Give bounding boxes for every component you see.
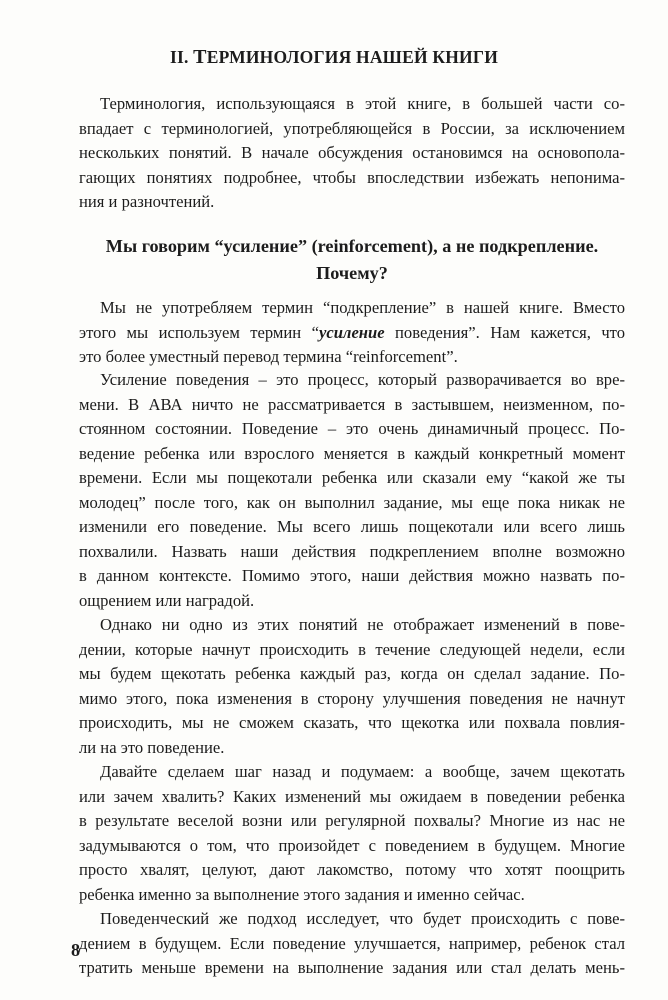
text-line: стоянном состоянии. Поведение – это очень динамичный процесс. По- [79,419,625,438]
text-line: мени. В АВА ничто не рассматривается в застывшем, неизменном, по- [79,394,625,414]
section-heading-line: Мы говорим “усиление” (reinforcement), а не подкрепление. [105,236,599,256]
text-line: ведение ребенка или взрослого меняется в каждый конкретный момент [79,443,625,463]
text-line: молодец” после того, как он выполнил задание, мы еще пока никак не [79,492,625,512]
text-line: впадает с терминологией, употребляющейся в России, за исключением [79,118,625,138]
text-line: Мы не употребляем термин “подкрепление” в нашей книге. Вместо [100,298,625,317]
paragraph-3 [79,613,625,760]
text-line: дении, которые начнут происходить в течение следующей недели, если [79,639,625,659]
text-fragment: поведения”. Нам кажется, что [384,322,625,342]
text-line: это более уместный перевод термина “reinforcement”. [79,347,458,366]
text-line: мимо этого, пока изменения в сторону улучшения поведения не начнут [79,688,625,708]
section-heading-line: Почему? [316,263,388,283]
text-line: происходить, мы не сможем сказать, что щекотка или похвала повлия- [79,713,625,732]
text-line: изменили его поведение. Мы всего лишь пощекотали или всего лишь [79,517,625,536]
text-line: Усиление поведения – это процесс, который разворачивается во вре- [100,370,625,389]
paragraph-2 [79,368,625,613]
section-heading [79,233,625,287]
text-line: ния и разночтений. [79,192,215,211]
text-line: похвалили. Назвать наши действия подкреплением вполне возможно [79,541,625,561]
paragraph-5 [79,907,625,981]
intro-paragraph [79,92,625,215]
text-line: ребенка именно за выполнение этого задания и именно сейчас. [79,884,525,904]
text-line: нескольких понятий. В начале обсуждения остановимся на основопола- [79,143,625,162]
text-line: в результате веселой возни или регулярной похвалы? Многие из нас не [79,811,625,830]
text-line: мы будем щекотать ребенка каждый раз, когда он сделал задание. По- [79,664,625,683]
chapter-number: II. [169,47,189,67]
text-line: Давайте сделаем шаг назад и подумаем: а вообще, зачем щекотать [100,762,625,781]
text-line: дением в будущем. Если поведение улучшается, например, ребенок стал [79,933,625,953]
text-line: Однако ни одно из этих понятий не отображает изменений в пове- [100,615,625,634]
text-line [79,321,625,346]
text-line: в данном контексте. Помимо этого, наши действия можно назвать по- [79,566,625,585]
text-line: задумываются о том, что произойдет с поведением в будущем. Многие [79,835,625,855]
text-line: гающих понятиях подробнее, чтобы впоследствии избежать непонима- [79,167,625,187]
page-number: 8 [71,940,80,960]
text-fragment: этого мы используем термин “ [79,322,319,342]
text-line: времени. Если мы пощекотали ребенка или сказали ему “какой же ты [79,468,625,487]
chapter-title [0,46,668,69]
text-line: или зачем хвалить? Каких изменений мы ожидаем в поведении ребенка [79,786,625,806]
text-line: ощрением или наградой. [79,590,255,610]
paragraph-4 [79,760,625,907]
chapter-title-initial: Т [193,46,207,68]
text-line: ли на это поведение. [79,737,225,757]
text-line: Терминология, использующаяся в этой книге, в большей части со- [100,94,625,113]
text-line: тратить меньше времени на выполнение задания или стал делать мень- [79,958,625,977]
chapter-title-text: ЕРМИНОЛОГИЯ НАШЕЙ КНИГИ [206,47,499,67]
emphasized-term: усиление [318,322,385,342]
text-line: Поведенческий же подход исследует, что будет происходить с пове- [100,909,625,928]
paragraph-1 [79,296,625,370]
text-line: просто хвалят, целуют, дают лакомство, потому что хотят поощрить [79,860,625,879]
